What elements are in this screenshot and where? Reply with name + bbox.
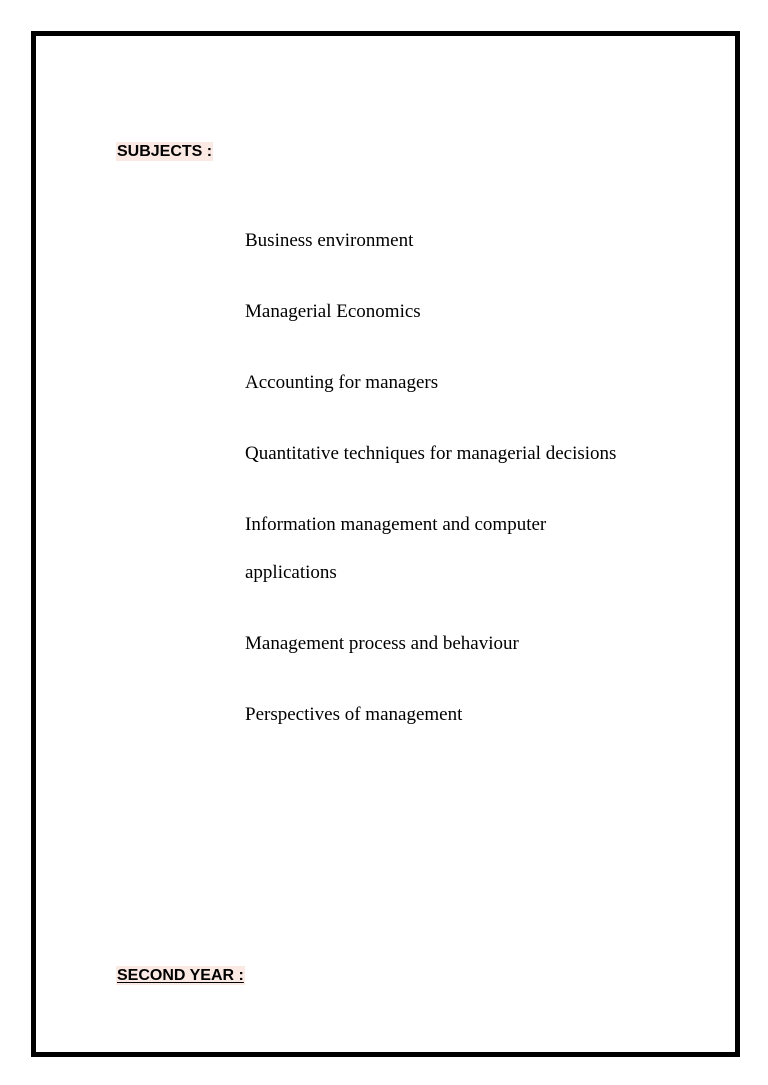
second-year-heading: SECOND YEAR :: [117, 967, 244, 984]
subject-item: Perspectives of management: [245, 704, 463, 725]
subject-item: Information management and computer: [245, 514, 547, 535]
subject-item: Accounting for managers: [245, 372, 439, 393]
subject-item: Business environment: [245, 230, 414, 251]
subject-item: Management process and behaviour: [245, 633, 519, 654]
subject-item-continuation: applications: [245, 562, 337, 583]
subjects-heading: SUBJECTS :: [117, 143, 213, 160]
page-border: [31, 31, 740, 1057]
subject-item: Quantitative techniques for managerial decisions: [245, 443, 617, 464]
subject-item: Managerial Economics: [245, 301, 421, 322]
